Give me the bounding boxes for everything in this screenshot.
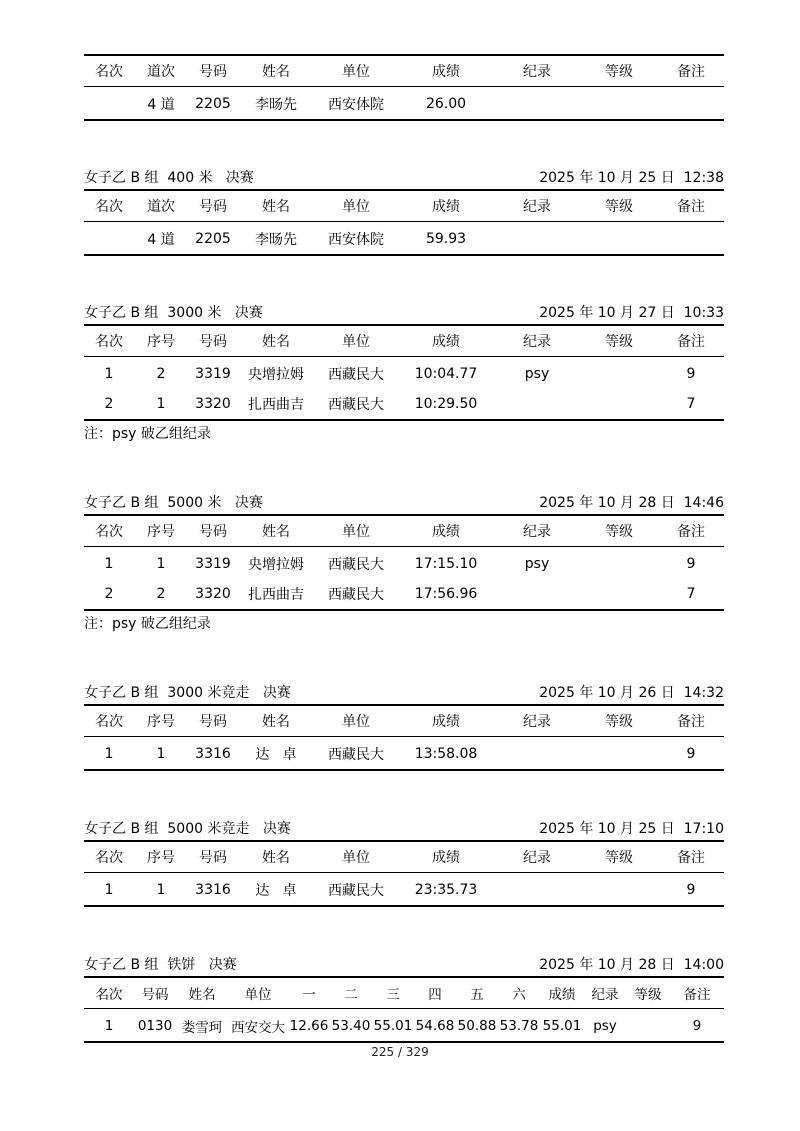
column-header: 单位 — [314, 841, 398, 873]
event-time: 2025 年 10 月 28 日 14:00 — [539, 957, 724, 973]
table-cell — [84, 87, 134, 121]
column-header: 序号 — [134, 841, 188, 873]
column-header: 等级 — [580, 55, 658, 87]
column-header: 备注 — [658, 325, 724, 357]
table-cell — [580, 87, 658, 121]
table-cell: 3316 — [188, 873, 238, 907]
column-header: 序号 — [134, 705, 188, 737]
table-cell: 7 — [658, 389, 724, 420]
table-cell: 17:15.10 — [414, 556, 478, 572]
column-header: 成绩 — [398, 55, 494, 87]
table-cell: 3319 — [195, 366, 231, 382]
event-header — [84, 492, 724, 514]
header-row — [84, 325, 724, 357]
table-cell: 7 — [658, 579, 724, 610]
column-header: 道次 — [134, 190, 188, 222]
table-cell — [84, 222, 134, 256]
record-note: 注：psy 破乙组纪录 — [84, 616, 211, 632]
column-header: 纪录 — [584, 977, 626, 1009]
event-header — [84, 682, 724, 704]
table-cell: 10:04.77 — [414, 366, 478, 382]
column-header: 名次 — [84, 190, 134, 222]
table-cell — [580, 389, 658, 420]
table-cell: 50.88 — [456, 1009, 498, 1043]
column-header: 单位 — [314, 55, 398, 87]
table-cell: 1 — [134, 737, 188, 771]
table-row — [84, 547, 724, 580]
table-row — [84, 389, 724, 420]
column-header: 等级 — [580, 515, 658, 547]
table-cell: 9 — [658, 737, 724, 771]
table-cell: psy — [524, 556, 550, 572]
event-title: 女子乙 B 组 5000 米竞走 决赛 — [84, 821, 291, 837]
table-cell — [494, 737, 580, 771]
table-cell: 59.93 — [398, 222, 494, 256]
event-section-5000m-walk — [84, 818, 724, 907]
column-header: 号码 — [188, 515, 238, 547]
column-header: 号码 — [188, 325, 238, 357]
results-table — [84, 976, 724, 1043]
column-header: 纪录 — [494, 325, 580, 357]
table-cell: 9 — [686, 556, 696, 572]
table-cell — [494, 579, 580, 610]
table-cell: 娄雪珂 — [176, 1009, 228, 1043]
event-title: 女子乙 B 组 400 米 决赛 — [84, 170, 254, 186]
table-cell: 9 — [686, 366, 696, 382]
column-header: 姓名 — [238, 515, 314, 547]
table-row — [84, 87, 724, 121]
table-cell — [494, 222, 580, 256]
table-cell: 西藏民大 — [314, 873, 398, 907]
table-cell: 西藏民大 — [314, 579, 398, 610]
record-note: 注：psy 破乙组纪录 — [84, 426, 211, 442]
column-header: 号码 — [188, 190, 238, 222]
table-cell: 1 — [84, 737, 134, 771]
table-cell: 李旸先 — [238, 222, 314, 256]
table-cell: 0130 — [134, 1009, 176, 1043]
column-header: 等级 — [580, 190, 658, 222]
table-cell: 扎西曲吉 — [238, 579, 314, 610]
column-header: 名次 — [84, 55, 134, 87]
table-cell: 54.68 — [414, 1009, 456, 1043]
table-cell: 53.78 — [498, 1009, 540, 1043]
column-header: 纪录 — [494, 515, 580, 547]
table-cell: 4 道 — [134, 87, 188, 121]
column-header: 单位 — [228, 977, 288, 1009]
column-header: 名次 — [84, 977, 134, 1009]
event-section-5000m — [84, 492, 724, 635]
event-section-3000m — [84, 302, 724, 445]
table-cell — [658, 87, 724, 121]
column-header: 二 — [330, 977, 372, 1009]
column-header: 备注 — [658, 841, 724, 873]
column-header: 等级 — [580, 705, 658, 737]
table-cell: 2 — [134, 579, 188, 610]
column-header: 备注 — [658, 705, 724, 737]
event-header — [84, 167, 724, 189]
table-cell: 西安体院 — [314, 222, 398, 256]
column-header: 等级 — [580, 841, 658, 873]
table-cell — [580, 873, 658, 907]
event-time: 2025 年 10 月 27 日 10:33 — [539, 305, 724, 321]
event-section-3000m-walk — [84, 682, 724, 771]
event-title: 女子乙 B 组 5000 米 决赛 — [84, 495, 263, 511]
table-cell: 2 — [84, 579, 134, 610]
event-header — [84, 302, 724, 324]
table-cell: 央增拉姆 — [248, 367, 304, 383]
column-header: 姓名 — [238, 190, 314, 222]
header-row — [84, 841, 724, 873]
table-cell: psy — [584, 1009, 626, 1043]
column-header: 姓名 — [238, 705, 314, 737]
table-cell: 3320 — [188, 579, 238, 610]
column-header: 号码 — [188, 705, 238, 737]
column-header: 号码 — [188, 841, 238, 873]
table-cell: 10:29.50 — [398, 389, 494, 420]
results-table — [84, 704, 724, 771]
column-header: 一 — [288, 977, 330, 1009]
table-cell: 3319 — [195, 556, 231, 572]
column-header: 姓名 — [238, 325, 314, 357]
column-header: 序号 — [134, 325, 188, 357]
table-cell: 央增拉姆 — [248, 557, 304, 573]
table-cell: 13:58.08 — [398, 737, 494, 771]
table-cell: 1 — [104, 366, 114, 382]
table-cell: 1 — [104, 556, 114, 572]
column-header: 六 — [498, 977, 540, 1009]
column-header: 号码 — [134, 977, 176, 1009]
table-cell: 2205 — [188, 87, 238, 121]
column-header: 备注 — [658, 515, 724, 547]
table-cell: 3316 — [188, 737, 238, 771]
table-cell — [658, 222, 724, 256]
table-cell: 西藏民大 — [328, 557, 384, 573]
column-header: 单位 — [314, 190, 398, 222]
header-row — [84, 515, 724, 547]
table-cell: 1 — [84, 1009, 134, 1043]
table-cell: 达 卓 — [238, 737, 314, 771]
table-cell: 2 — [84, 389, 134, 420]
table-cell — [580, 222, 658, 256]
results-table — [84, 840, 724, 907]
table-cell: 4 道 — [134, 222, 188, 256]
column-header: 单位 — [314, 515, 398, 547]
column-header: 五 — [456, 977, 498, 1009]
column-header: 等级 — [580, 325, 658, 357]
column-header: 备注 — [658, 55, 724, 87]
table-cell: 3320 — [188, 389, 238, 420]
table-cell: 西安体院 — [314, 87, 398, 121]
column-header: 成绩 — [398, 841, 494, 873]
column-header: 成绩 — [398, 190, 494, 222]
column-header: 名次 — [84, 325, 134, 357]
results-table — [84, 54, 724, 121]
header-row — [84, 190, 724, 222]
column-header: 成绩 — [540, 977, 584, 1009]
header-row — [84, 55, 724, 87]
table-cell: 17:56.96 — [398, 579, 494, 610]
table-cell — [494, 87, 580, 121]
column-header: 名次 — [84, 515, 134, 547]
column-header: 号码 — [188, 55, 238, 87]
event-section-discus — [84, 954, 724, 1043]
table-cell: 西藏民大 — [314, 737, 398, 771]
results-table — [84, 189, 724, 256]
column-header: 姓名 — [238, 841, 314, 873]
table-cell: 李旸先 — [238, 87, 314, 121]
table-cell — [580, 737, 658, 771]
column-header: 单位 — [314, 705, 398, 737]
table-cell: 达 卓 — [238, 873, 314, 907]
column-header: 名次 — [84, 841, 134, 873]
column-header: 纪录 — [494, 55, 580, 87]
table-cell: 26.00 — [398, 87, 494, 121]
table-row — [84, 737, 724, 771]
column-header: 姓名 — [238, 55, 314, 87]
table-cell: 扎西曲吉 — [238, 389, 314, 420]
table-cell: 9 — [658, 873, 724, 907]
table-cell: 西安交大 — [228, 1009, 288, 1043]
header-row — [84, 977, 724, 1009]
table-cell — [580, 579, 658, 610]
table-cell: 西藏民大 — [314, 389, 398, 420]
table-row — [84, 873, 724, 907]
event-section-continued — [84, 54, 724, 121]
table-cell — [494, 389, 580, 420]
table-cell — [580, 357, 658, 390]
table-row — [84, 222, 724, 256]
table-cell — [494, 873, 580, 907]
table-row — [84, 1009, 724, 1043]
event-title: 女子乙 B 组 3000 米竞走 决赛 — [84, 685, 291, 701]
results-table — [84, 324, 724, 421]
event-time: 2025 年 10 月 25 日 12:38 — [539, 170, 724, 186]
event-time: 2025 年 10 月 26 日 14:32 — [539, 685, 724, 701]
column-header: 单位 — [314, 325, 398, 357]
table-cell: 2205 — [188, 222, 238, 256]
column-header: 等级 — [626, 977, 670, 1009]
table-cell: 1 — [156, 556, 166, 572]
table-row — [84, 579, 724, 610]
table-cell: 55.01 — [372, 1009, 414, 1043]
column-header: 道次 — [134, 55, 188, 87]
table-cell: 1 — [134, 389, 188, 420]
column-header: 备注 — [658, 190, 724, 222]
table-cell: 西藏民大 — [328, 367, 384, 383]
table-cell: 1 — [134, 873, 188, 907]
event-header — [84, 954, 724, 976]
column-header: 纪录 — [494, 705, 580, 737]
table-cell: 9 — [670, 1009, 724, 1043]
column-header: 名次 — [84, 705, 134, 737]
event-header — [84, 818, 724, 840]
results-table — [84, 514, 724, 611]
event-title: 女子乙 B 组 3000 米 决赛 — [84, 305, 263, 321]
table-cell — [580, 547, 658, 580]
table-cell: 1 — [84, 873, 134, 907]
table-cell: 12.66 — [288, 1009, 330, 1043]
column-header: 序号 — [134, 515, 188, 547]
event-time: 2025 年 10 月 28 日 14:46 — [539, 495, 724, 511]
table-cell: 23:35.73 — [398, 873, 494, 907]
table-cell: psy — [524, 366, 550, 382]
column-header: 四 — [414, 977, 456, 1009]
table-cell — [626, 1009, 670, 1043]
column-header: 纪录 — [494, 841, 580, 873]
table-row — [84, 357, 724, 390]
column-header: 姓名 — [176, 977, 228, 1009]
column-header: 成绩 — [398, 515, 494, 547]
column-header: 纪录 — [494, 190, 580, 222]
page-number: 225 / 329 — [371, 1045, 429, 1059]
table-cell: 2 — [156, 366, 166, 382]
event-section-400m — [84, 167, 724, 256]
column-header: 成绩 — [398, 705, 494, 737]
header-row — [84, 705, 724, 737]
table-cell: 53.40 — [330, 1009, 372, 1043]
event-title: 女子乙 B 组 铁饼 决赛 — [84, 957, 237, 973]
event-time: 2025 年 10 月 25 日 17:10 — [539, 821, 724, 837]
column-header: 备注 — [670, 977, 724, 1009]
column-header: 三 — [372, 977, 414, 1009]
table-cell: 55.01 — [540, 1009, 584, 1043]
column-header: 成绩 — [398, 325, 494, 357]
